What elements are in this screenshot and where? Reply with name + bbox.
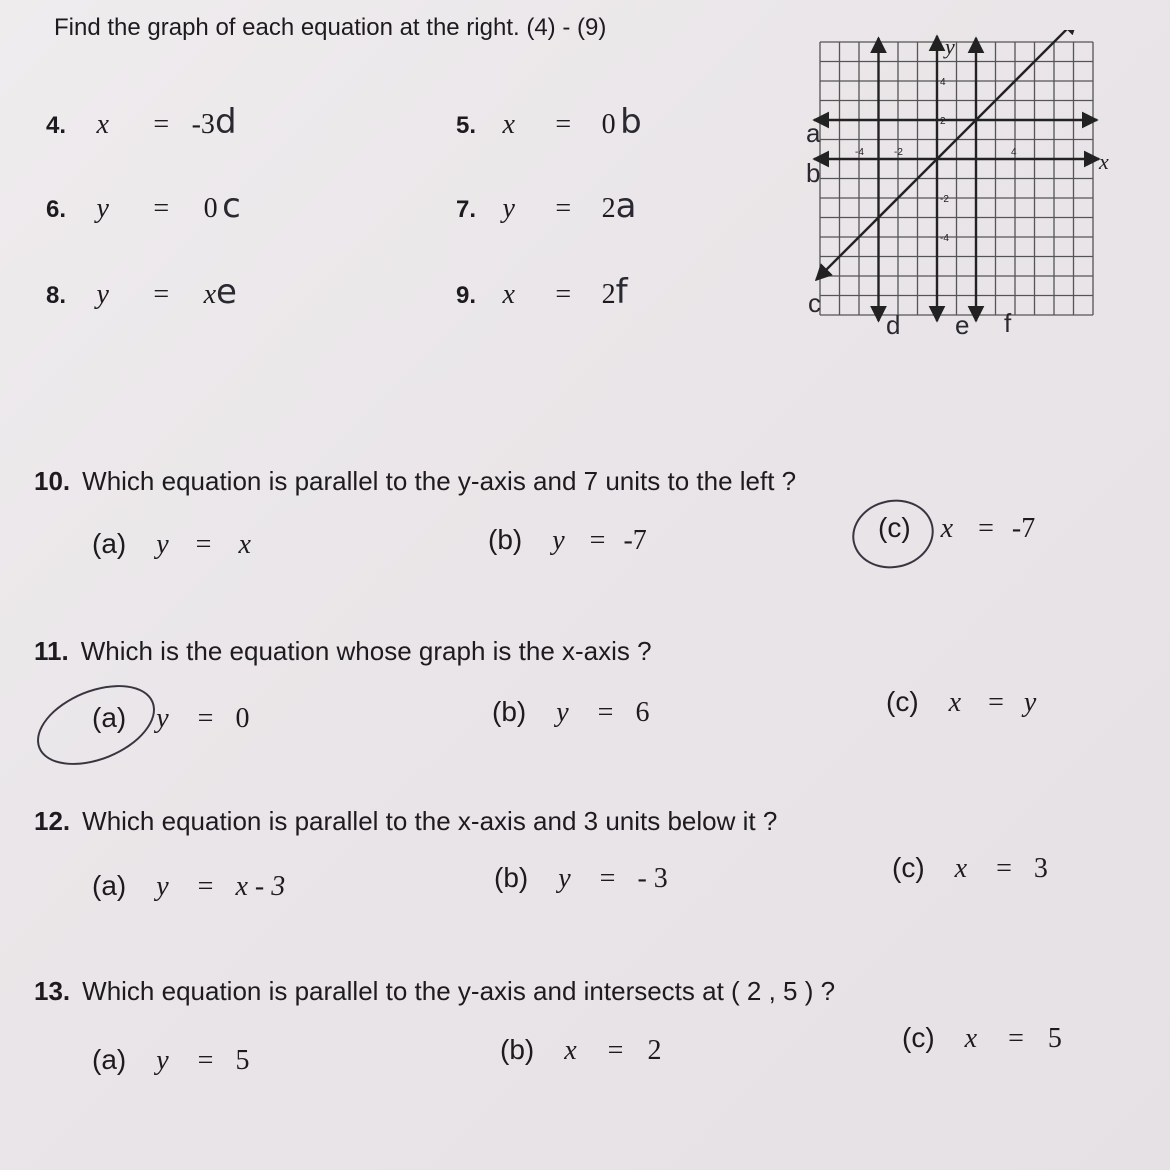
- option-11a: [92, 702, 249, 735]
- question-11: [34, 636, 652, 667]
- option-op: =: [607, 1035, 624, 1066]
- line-label-a: a: [806, 118, 821, 148]
- option-13b: [500, 1034, 661, 1067]
- option-op: =: [589, 525, 606, 556]
- equals-sign: =: [153, 193, 170, 224]
- option-op: =: [197, 1045, 214, 1076]
- problem-value: 2: [601, 193, 616, 224]
- problem-4: [46, 102, 237, 142]
- problem-6: [46, 186, 241, 226]
- tick-label-y: -2: [940, 194, 949, 205]
- handwritten-answer: a: [615, 186, 637, 226]
- question-number: 12.: [34, 806, 71, 836]
- problem-number: 5.: [456, 112, 477, 139]
- option-label: (c): [886, 686, 919, 717]
- option-rhs: x - 3: [235, 871, 286, 902]
- question-number: 13.: [34, 976, 71, 1006]
- problem-value: -3: [191, 109, 215, 140]
- tick-label-y: 4: [940, 77, 946, 88]
- tick-label-y: 2: [940, 116, 946, 127]
- equals-sign: =: [153, 279, 170, 310]
- option-rhs: -7: [623, 525, 647, 556]
- option-rhs: - 3: [637, 863, 668, 894]
- equals-sign: =: [555, 193, 572, 224]
- question-13: [34, 976, 835, 1007]
- option-lhs: x: [954, 853, 968, 884]
- question-number: 11.: [34, 636, 69, 666]
- equals-sign: =: [555, 279, 572, 310]
- option-12b: [494, 862, 668, 895]
- problem-variable: y: [96, 193, 109, 224]
- option-11b: [492, 696, 649, 729]
- option-lhs: x: [964, 1023, 978, 1054]
- option-11c: [886, 686, 1036, 719]
- option-label: (c): [892, 852, 925, 883]
- option-label: (c): [878, 512, 911, 543]
- question-10: [34, 466, 796, 497]
- line-label-b: b: [806, 158, 821, 188]
- equals-sign: =: [153, 109, 170, 140]
- question-number: 10.: [34, 466, 71, 496]
- problem-7: [456, 186, 636, 226]
- tick-label-x: 4: [1011, 147, 1017, 158]
- handwritten-answer: f: [615, 272, 628, 312]
- option-label: (a): [92, 1044, 127, 1075]
- line-label-c: c: [808, 288, 821, 318]
- option-op: =: [988, 687, 1004, 718]
- option-12a: [92, 870, 285, 903]
- problem-value: x: [203, 279, 217, 310]
- graph-grid: [820, 42, 1093, 315]
- option-rhs: 5: [235, 1045, 250, 1076]
- problem-value: 0: [601, 109, 616, 140]
- problem-variable: x: [502, 109, 515, 140]
- option-lhs: y: [558, 863, 571, 894]
- problem-value: 2: [601, 279, 616, 310]
- handwritten-answer: b: [620, 102, 642, 142]
- option-op: =: [599, 863, 616, 894]
- option-12c: [892, 852, 1048, 885]
- option-lhs: x: [948, 687, 962, 718]
- handwritten-answer: e: [216, 272, 237, 312]
- problem-number: 4.: [46, 112, 67, 139]
- option-lhs: y: [156, 871, 169, 902]
- option-rhs: y: [1023, 687, 1037, 718]
- option-op: =: [197, 871, 214, 902]
- problem-number: 8.: [46, 282, 67, 309]
- option-label: (b): [492, 696, 527, 727]
- option-13a: [92, 1044, 249, 1077]
- handwritten-answer: c: [222, 186, 241, 226]
- option-label: (a): [92, 870, 127, 901]
- question-text: Which is the equation whose graph is the x-axis ?: [80, 636, 652, 666]
- line-label-f: f: [1004, 308, 1012, 338]
- tick-label-y: -4: [940, 233, 949, 244]
- option-10c: [878, 512, 1035, 545]
- option-rhs: 5: [1047, 1023, 1062, 1054]
- problem-variable: y: [96, 279, 109, 310]
- option-lhs: y: [552, 525, 565, 556]
- equals-sign: =: [555, 109, 572, 140]
- option-lhs: y: [156, 1045, 169, 1076]
- option-op: =: [195, 529, 212, 560]
- problem-number: 6.: [46, 196, 67, 223]
- option-op: =: [597, 697, 614, 728]
- option-rhs: 0: [235, 703, 250, 734]
- question-12: [34, 806, 777, 837]
- option-lhs: y: [556, 697, 569, 728]
- option-10a: [92, 528, 251, 561]
- problem-5: [456, 102, 642, 142]
- question-text: Which equation is parallel to the x-axis and 3 units below it ?: [82, 806, 778, 836]
- handwritten-answer: d: [214, 102, 237, 142]
- option-label: (b): [494, 862, 529, 893]
- option-label: (b): [500, 1034, 535, 1065]
- option-op: =: [197, 703, 214, 734]
- option-label: (b): [488, 524, 523, 555]
- option-lhs: y: [156, 703, 169, 734]
- line-label-d: d: [886, 310, 901, 340]
- option-rhs: -7: [1011, 513, 1036, 544]
- problem-variable: x: [502, 279, 515, 310]
- option-10b: [488, 524, 647, 557]
- coordinate-graph: [780, 30, 1130, 350]
- problem-9: [456, 272, 628, 312]
- problem-8: [46, 272, 237, 312]
- problem-value: 0: [203, 193, 218, 224]
- x-axis-label: x: [1099, 149, 1109, 174]
- line-label-e: e: [955, 310, 970, 340]
- option-op: =: [996, 853, 1012, 884]
- option-op: =: [1008, 1023, 1024, 1054]
- problem-variable: x: [96, 109, 109, 140]
- option-lhs: x: [564, 1035, 577, 1066]
- option-op: =: [978, 513, 994, 544]
- option-rhs: x: [238, 529, 251, 560]
- option-lhs: y: [156, 529, 169, 560]
- problem-variable: y: [502, 193, 515, 224]
- option-label: (c): [902, 1022, 935, 1053]
- problem-number: 7.: [456, 196, 477, 223]
- option-label: (a): [92, 702, 127, 733]
- option-lhs: x: [940, 513, 954, 544]
- option-rhs: 2: [647, 1035, 662, 1066]
- question-text: Which equation is parallel to the y-axis and intersects at ( 2 , 5 ) ?: [82, 976, 836, 1006]
- question-text: Which equation is parallel to the y-axis and 7 units to the left ?: [82, 466, 797, 496]
- option-rhs: 3: [1033, 853, 1048, 884]
- option-13c: [902, 1022, 1062, 1055]
- option-rhs: 6: [635, 697, 650, 728]
- problem-number: 9.: [456, 282, 477, 309]
- instructions: Find the graph of each equation at the right. (4) - (9): [54, 14, 607, 41]
- tick-label-x: -4: [855, 147, 864, 158]
- y-axis-label: y: [945, 34, 955, 59]
- option-label: (a): [92, 528, 127, 559]
- tick-label-x: -2: [894, 147, 903, 158]
